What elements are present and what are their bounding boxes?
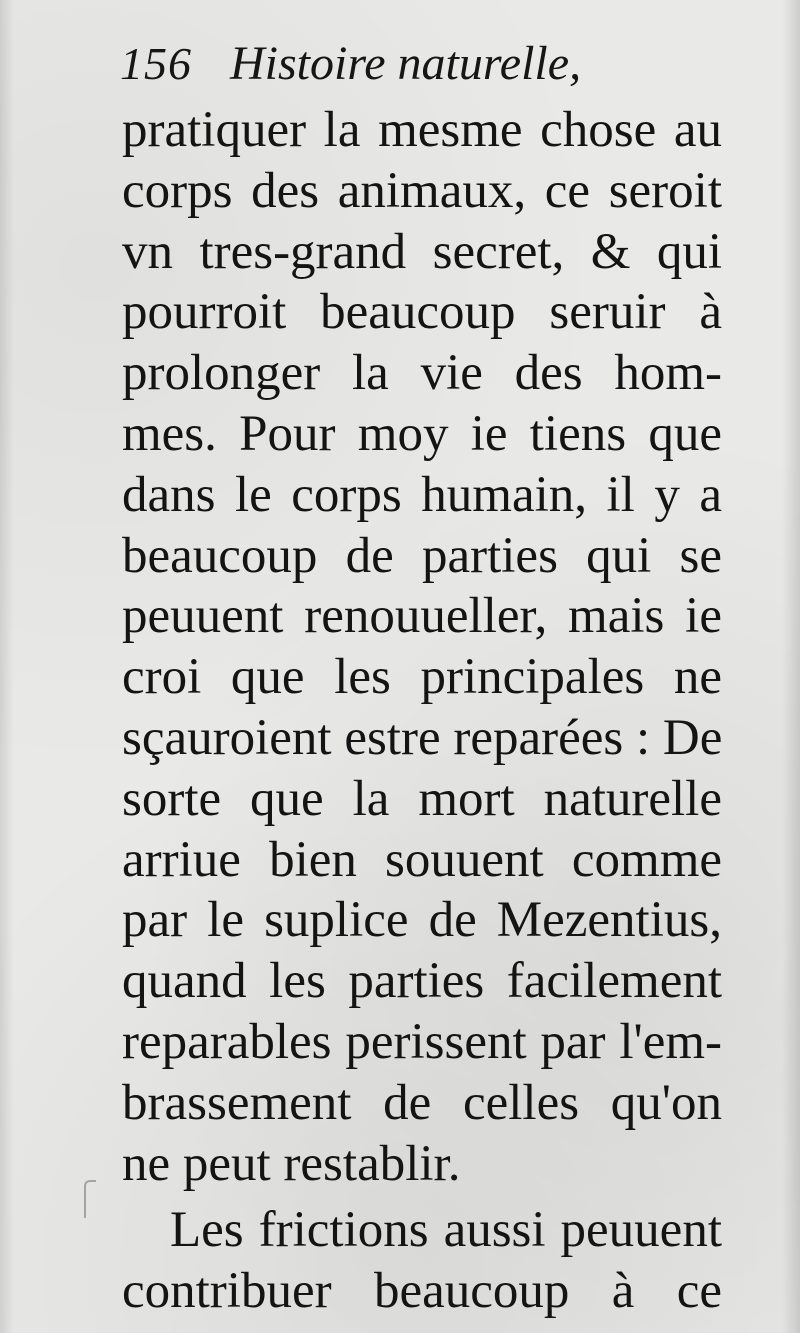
text-line: reparables perissent par l'em- [122, 1013, 722, 1070]
text-line: croi que les principales ne [122, 649, 722, 706]
text-line: pourroit beaucoup seruir à [122, 284, 722, 341]
text-line-paragraph-start: Les frictions aussi peuuent [170, 1202, 722, 1259]
running-title: Histoire naturelle, [230, 37, 582, 90]
text-line: contribuer beaucoup à ce [122, 1263, 722, 1320]
text-line: dans le corps humain, il y a [122, 466, 722, 523]
text-line: pratiquer la mesme chose au [122, 102, 722, 158]
running-head [120, 36, 581, 106]
text-line: prolonger la vie des hom- [122, 345, 722, 402]
text-line: par le suplice de Mezentius, [122, 892, 722, 949]
page-shadow-right [782, 0, 800, 1333]
text-line: vn tres-grand secret, & qui [122, 223, 722, 280]
text-line: peuuent renouueller, mais ie [122, 588, 722, 645]
page-shadow-left [0, 0, 14, 1333]
text-line: sçauroient estre reparées : De [122, 709, 723, 766]
page-number: 156 [120, 38, 192, 89]
text-line: mes. Pour moy ie tiens que [122, 405, 722, 462]
text-line: beaucoup de parties qui se [122, 527, 722, 584]
text-line: arriue bien souuent comme [122, 831, 722, 888]
text-line: corps des animaux, ce seroit [122, 162, 722, 219]
margin-mark [84, 1180, 96, 1218]
text-line: sorte que la mort naturelle [122, 770, 722, 827]
body-text [122, 100, 722, 1322]
text-line-paragraph-end: ne peut restablir. [122, 1135, 461, 1192]
text-line: quand les parties facilement [122, 953, 722, 1010]
text-line: brassement de celles qu'on [122, 1074, 722, 1131]
